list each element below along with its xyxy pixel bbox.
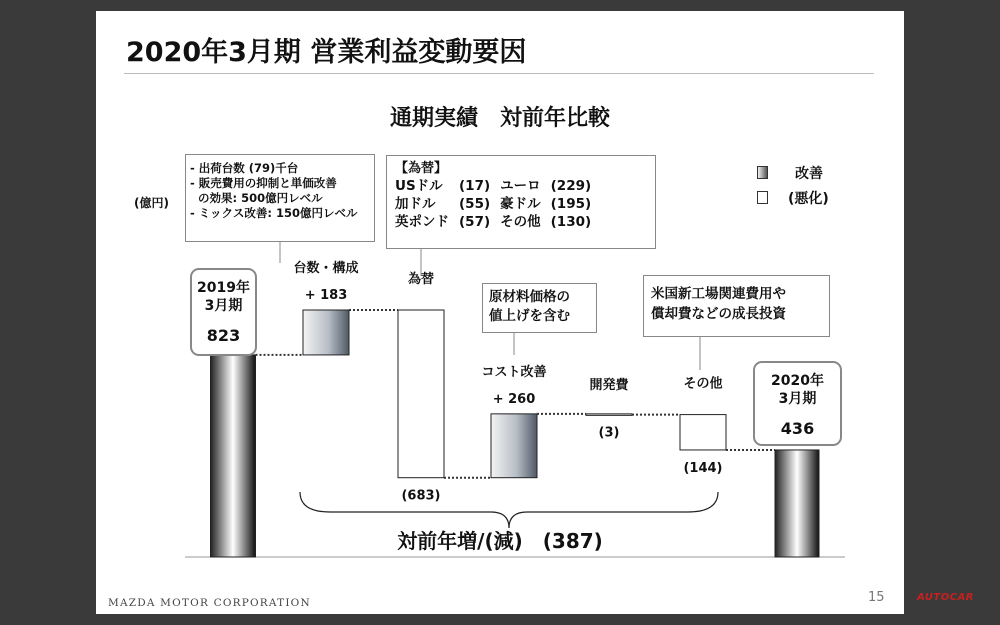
end-total-callout bbox=[753, 361, 842, 446]
waterfall-step-bar bbox=[680, 415, 726, 450]
fx-value: (130) bbox=[550, 214, 592, 230]
waterfall-step-bar bbox=[586, 414, 632, 416]
fx-value: (229) bbox=[550, 178, 592, 194]
step-value-label: + 260 bbox=[492, 391, 536, 407]
legend-improve-label: 改善 bbox=[795, 166, 823, 182]
step-category-label: 台数・構成 bbox=[293, 261, 359, 276]
fx-note-title: 【為替】 bbox=[395, 161, 448, 176]
step-value-label: + 183 bbox=[304, 288, 348, 303]
step-category-label: 為替 bbox=[407, 272, 435, 287]
growth-note-line: 米国新工場関連費用や bbox=[651, 286, 786, 302]
chart-subtitle: 通期実績 対前年比較 bbox=[389, 106, 610, 131]
fx-currency: 英ポンド bbox=[395, 214, 449, 230]
end-total-year: 2020年 bbox=[771, 373, 824, 389]
fx-currency: ユーロ bbox=[500, 178, 541, 194]
start-total-callout bbox=[190, 268, 257, 356]
fx-currency: その他 bbox=[500, 214, 541, 230]
step-category-label: 開発費 bbox=[589, 377, 629, 393]
fx-currency: 加ドル bbox=[395, 196, 436, 212]
start-total-year: 2019年 bbox=[197, 280, 250, 296]
fx-value: (195) bbox=[550, 196, 592, 212]
step-value-label: (683) bbox=[401, 488, 441, 504]
watermark-logo: AUTOCAR bbox=[917, 592, 975, 603]
waterfall-step-bar bbox=[398, 310, 444, 478]
fx-value: (55) bbox=[459, 196, 491, 212]
volume-note-line: - 販売費用の抑制と単価改善 bbox=[190, 176, 337, 190]
page-number: 15 bbox=[868, 590, 885, 605]
fx-value: (57) bbox=[459, 214, 491, 230]
volume-note-line: の効果: 500億円レベル bbox=[190, 191, 323, 205]
start-total-period: 3月期 bbox=[204, 298, 243, 314]
unit-label: (億円) bbox=[134, 196, 169, 210]
growth-note-line: 償却費などの成長投資 bbox=[651, 306, 786, 322]
step-category-label: その他 bbox=[683, 376, 723, 392]
end-total-value: 436 bbox=[780, 419, 815, 438]
step-value-label: (144) bbox=[683, 460, 723, 476]
material-note-line: 原材料価格の bbox=[489, 289, 570, 305]
total-change-label: 対前年増/(減) (387) bbox=[397, 529, 603, 553]
step-category-label: コスト改善 bbox=[481, 364, 547, 380]
end-total-period: 3月期 bbox=[778, 391, 817, 407]
waterfall-step-bar bbox=[491, 414, 537, 478]
page-title: 2020年3月期 営業利益変動要因 bbox=[126, 37, 527, 68]
company-footer: MAZDA MOTOR CORPORATION bbox=[108, 597, 311, 609]
waterfall-step-bar bbox=[303, 310, 349, 355]
fx-currency: 豪ドル bbox=[500, 196, 541, 212]
material-note-line: 値上げを含む bbox=[489, 308, 570, 324]
volume-note-line: - ミックス改善: 150億円レベル bbox=[190, 206, 358, 220]
legend-worsen-label: (悪化) bbox=[788, 191, 829, 207]
volume-note-line: - 出荷台数 (79)千台 bbox=[190, 161, 299, 175]
change-brace bbox=[300, 492, 718, 528]
fx-currency: USドル bbox=[395, 178, 443, 194]
step-value-label: (3) bbox=[598, 425, 620, 441]
fx-value: (17) bbox=[459, 178, 491, 194]
start-total-value: 823 bbox=[206, 326, 241, 345]
